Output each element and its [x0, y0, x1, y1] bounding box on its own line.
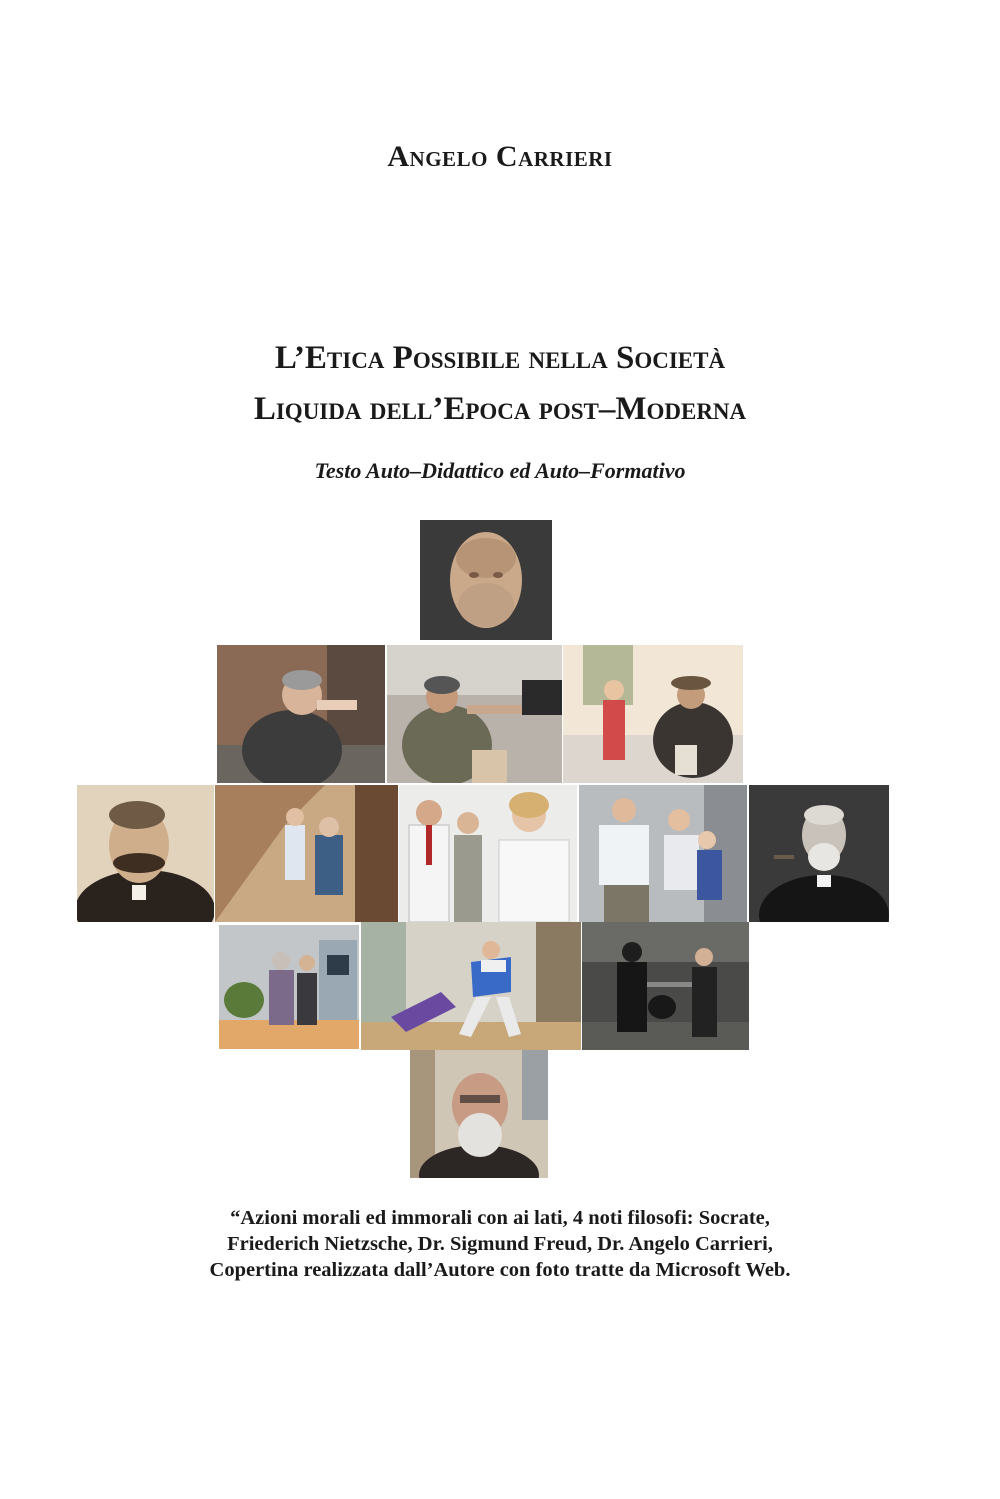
robbery-scene-photo [582, 922, 749, 1050]
nietzsche-portrait-photo [77, 785, 214, 922]
giving-coin-photo [387, 645, 562, 783]
atm-scene-photo [219, 925, 359, 1049]
title-line-2: Liquida dell’Epoca post–Moderna [253, 391, 747, 427]
author-name: Angelo Carrieri [387, 140, 613, 173]
bullying-scene-photo [579, 785, 747, 922]
caption-line-1: “Azioni morali ed immorali con ai lati, 4 noti filosofi: Socrate, [230, 1207, 770, 1229]
title-line-1: L’Etica Possibile nella Società [274, 340, 726, 376]
freud-portrait-photo [749, 785, 889, 922]
stairs-scene-photo [215, 785, 398, 922]
girl-and-old-man-photo [563, 645, 743, 783]
caption-line-2: Friederich Nietzsche, Dr. Sigmund Freud, Dr. Angelo Carrieri, [227, 1233, 773, 1255]
socrates-bust-photo [420, 520, 552, 640]
cover-caption [0, 1205, 1000, 1283]
couple-argument-photo [399, 785, 577, 922]
caption-line-3: Copertina realizzata dall’Autore con foto tratte da Microsoft Web. [209, 1259, 791, 1281]
author-portrait-photo [410, 1050, 548, 1178]
elderly-beggar-photo [217, 645, 385, 783]
school-fight-photo [361, 922, 581, 1050]
subtitle: Testo Auto–Didattico ed Auto–Formativo [314, 458, 686, 483]
